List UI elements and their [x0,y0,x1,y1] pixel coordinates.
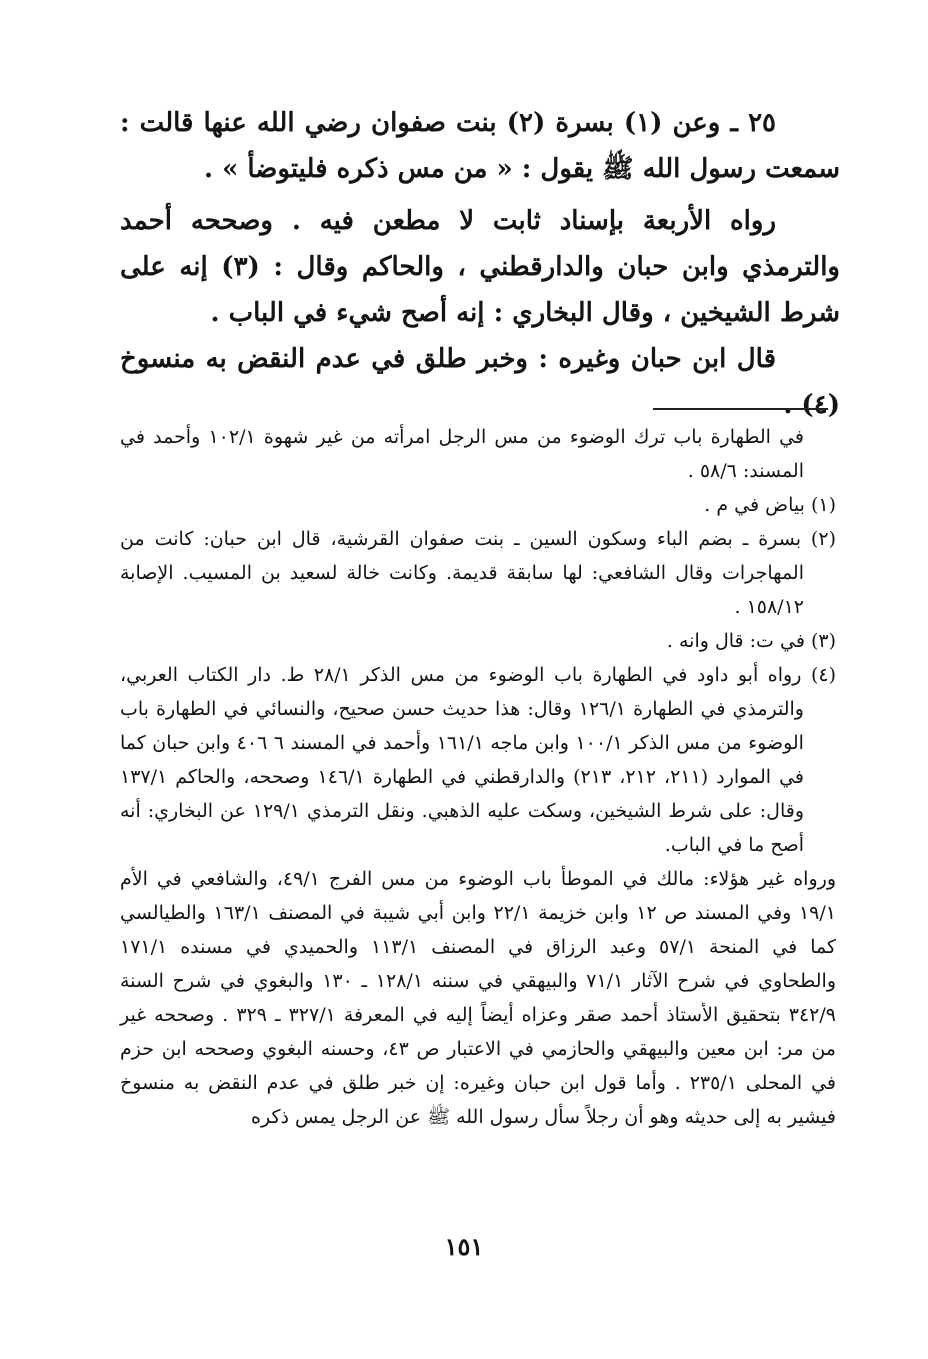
hadith-paragraph: ٢٥ ـ وعن (١) بسرة (٢) بنت صفوان رضي الله عنها قالت : سمعت رسول الله ﷺ يقول : « من مس ذكره فليتوضأ » . [120,108,840,184]
narration-paragraph: رواه الأربعة بإسناد ثابت لا مطعن فيه . وصححه أحمد والترمذي وابن حبان والدارقطني ، والحاكم وقال : (٣) إنه على شرط الشيخين ، وقال البخاري : إنه أصح شيء في الباب . [120,206,840,328]
footnote-4-continued: ورواه غير هؤلاء: مالك في الموطأ باب الوضوء من مس الفرج ٤٩/١، والشافعي في الأم ١٩/١ وفي المسند ص ١٢ وابن خزيمة ٢٢/١ وابن أبي شيبة في المصنف ١٦٣/١ والطيالسي كما في المنحة ٥٧/١ وعبد الرزاق في المصنف ١١٣/١ والحميدي في مسنده ١٧١/١ والطحاوي في شرح الآثار ٧١/١ والبيهقي في سننه ١٢٨/١ ـ ١٣٠ والبغوي في شرح السنة ٣٤٢/٩ بتحقيق الأستاذ أحمد صقر وعزاه أيضاً إليه في المعرفة ٣٢٧/١ ـ ٣٢٩ . وصححه غير من مر: ابن معين والبيهقي والحازمي في الاعتبار ص ٤٣، وحسنه البغوي وصححه ابن حزم في المحلى ٢٣٥/١ . وأما قول ابن حبان وغيره: إن خبر طلق في عدم النقض به منسوخ فيشير به إلى حديثه وهو أن رجلاً سأل رسول الله ﷺ عن الرجل يمس ذكره [120,868,837,1128]
main-text [120,100,840,428]
footnote-separator [653,408,828,410]
footnotes [120,420,836,1134]
footnote-continuation: في الطهارة باب ترك الوضوء من مس الرجل امرأته من غير شهوة ١٠٢/١ وأحمد في المسند: ٥٨/٦ . [120,426,805,482]
footnote-2: (٢) بسرة ـ بضم الباء وسكون السين ـ بنت صفوان القرشية، قال ابن حبان: كانت من المهاجرات وقال الشافعي: لها سابقة قديمة. وكانت خالة لسعيد بن المسيب. الإصابة ١٥٨/١٢ . [120,528,836,618]
ibn-hibban-paragraph: قال ابن حبان وغيره : وخبر طلق في عدم النقض به منسوخ (٤) . [120,344,840,420]
footnote-4: (٤) رواه أبو داود في الطهارة باب الوضوء من مس الذكر ٢٨/١ ط. دار الكتاب العربي، والترمذي في الطهارة ١٢٦/١ وقال: هذا حديث حسن صحيح، والنسائي في الطهارة باب الوضوء من مس الذكر ١٠٠/١ وابن ماجه ١٦١/١ وأحمد في المسند ٦ ٤٠٦ وابن حبان كما في الموارد (٢١١، ٢١٢، ٢١٣) والدارقطني في الطهارة ١٤٦/١ وصححه، والحاكم ١٣٧/١ وقال: على شرط الشيخين، وسكت عليه الذهبي. ونقل الترمذي ١٢٩/١ عن البخاري: أنه أصح ما في الباب. [120,664,836,856]
footnote-3: (٣) في ت: قال وانه . [666,630,836,652]
page-number: ١٥١ [444,1232,484,1261]
footnote-1: (١) بياض في م . [704,494,836,516]
